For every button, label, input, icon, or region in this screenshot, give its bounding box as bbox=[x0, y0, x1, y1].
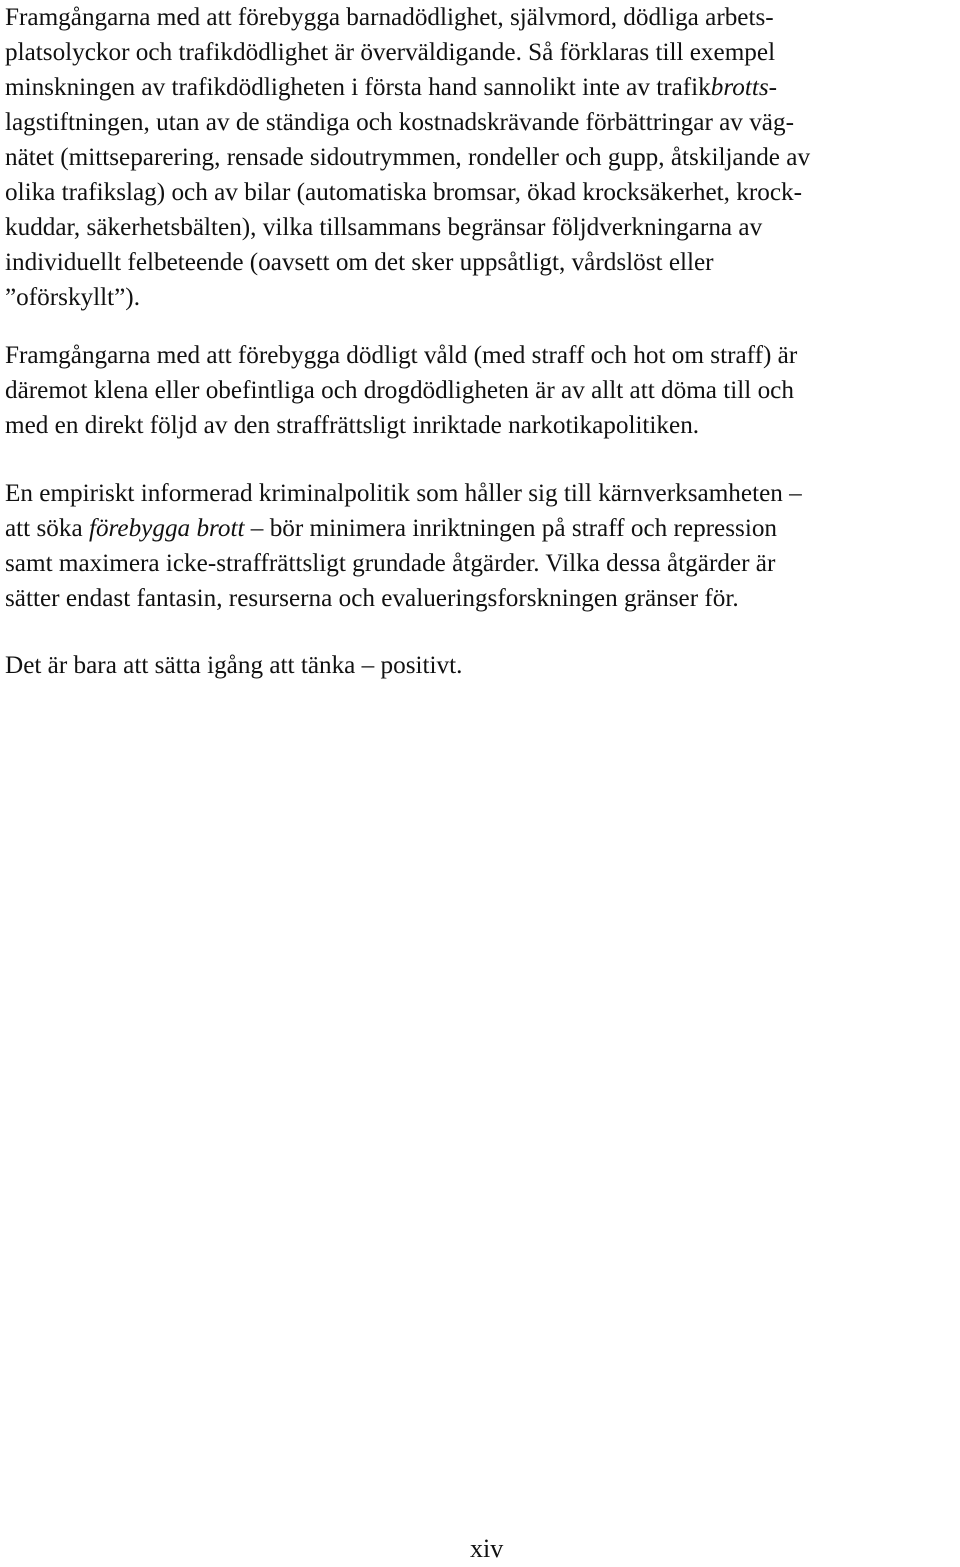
text-run: att söka bbox=[5, 515, 89, 542]
text-line: lagstiftningen, utan av de ständiga och kostnadskrävande förbättringar av väg- bbox=[5, 109, 794, 136]
text-line: med en direkt följd av den straffrättsligt inriktade narkotikapolitiken. bbox=[5, 412, 700, 439]
text-run: – bör minimera inriktningen på straff och repression bbox=[244, 515, 778, 542]
text-line: Framgångarna med att förebygga dödligt våld (med straff och hot om straff) är bbox=[5, 342, 798, 369]
text-line bbox=[5, 70, 810, 105]
text-line: sätter endast fantasin, resurserna och evalueringsforskningen gränser för. bbox=[5, 585, 739, 612]
italic-text: brotts- bbox=[710, 74, 778, 101]
text-line: ”oförskyllt”). bbox=[5, 284, 140, 311]
text-line: däremot klena eller obefintliga och drogdödligheten är av allt att döma till och bbox=[5, 377, 794, 404]
text-line: En empiriskt informerad kriminalpolitik som håller sig till kärnverksamheten – bbox=[5, 480, 802, 507]
text-line: Framgångarna med att förebygga barnadödlighet, självmord, dödliga arbets- bbox=[5, 4, 774, 31]
text-line: olika trafikslag) och av bilar (automatiska bromsar, ökad krocksäkerhet, krock- bbox=[5, 179, 803, 206]
text-line: Det är bara att sätta igång att tänka – positivt. bbox=[5, 652, 463, 679]
page-number: xiv bbox=[470, 1534, 504, 1563]
paragraph-2 bbox=[5, 338, 797, 443]
text-line: kuddar, säkerhetsbälten), vilka tillsammans begränsar följdverkningarna av bbox=[5, 214, 763, 241]
text-line bbox=[5, 511, 802, 546]
paragraph-1 bbox=[5, 0, 810, 315]
text-run: minskningen av trafikdödligheten i första hand sannolikt inte av trafik bbox=[5, 74, 711, 101]
text-line: individuellt felbeteende (oavsett om det sker uppsåtligt, vårdslöst eller bbox=[5, 249, 714, 276]
text-line: samt maximera icke-straffrättsligt grundade åtgärder. Vilka dessa åtgärder är bbox=[5, 550, 776, 577]
paragraph-3 bbox=[5, 476, 802, 616]
text-line: platsolyckor och trafikdödlighet är överväldigande. Så förklaras till exempel bbox=[5, 39, 776, 66]
text-line: nätet (mittseparering, rensade sidoutrymmen, rondeller och gupp, åtskiljande av bbox=[5, 144, 811, 171]
paragraph-4 bbox=[5, 648, 462, 683]
italic-text: förebygga brott bbox=[88, 515, 245, 542]
